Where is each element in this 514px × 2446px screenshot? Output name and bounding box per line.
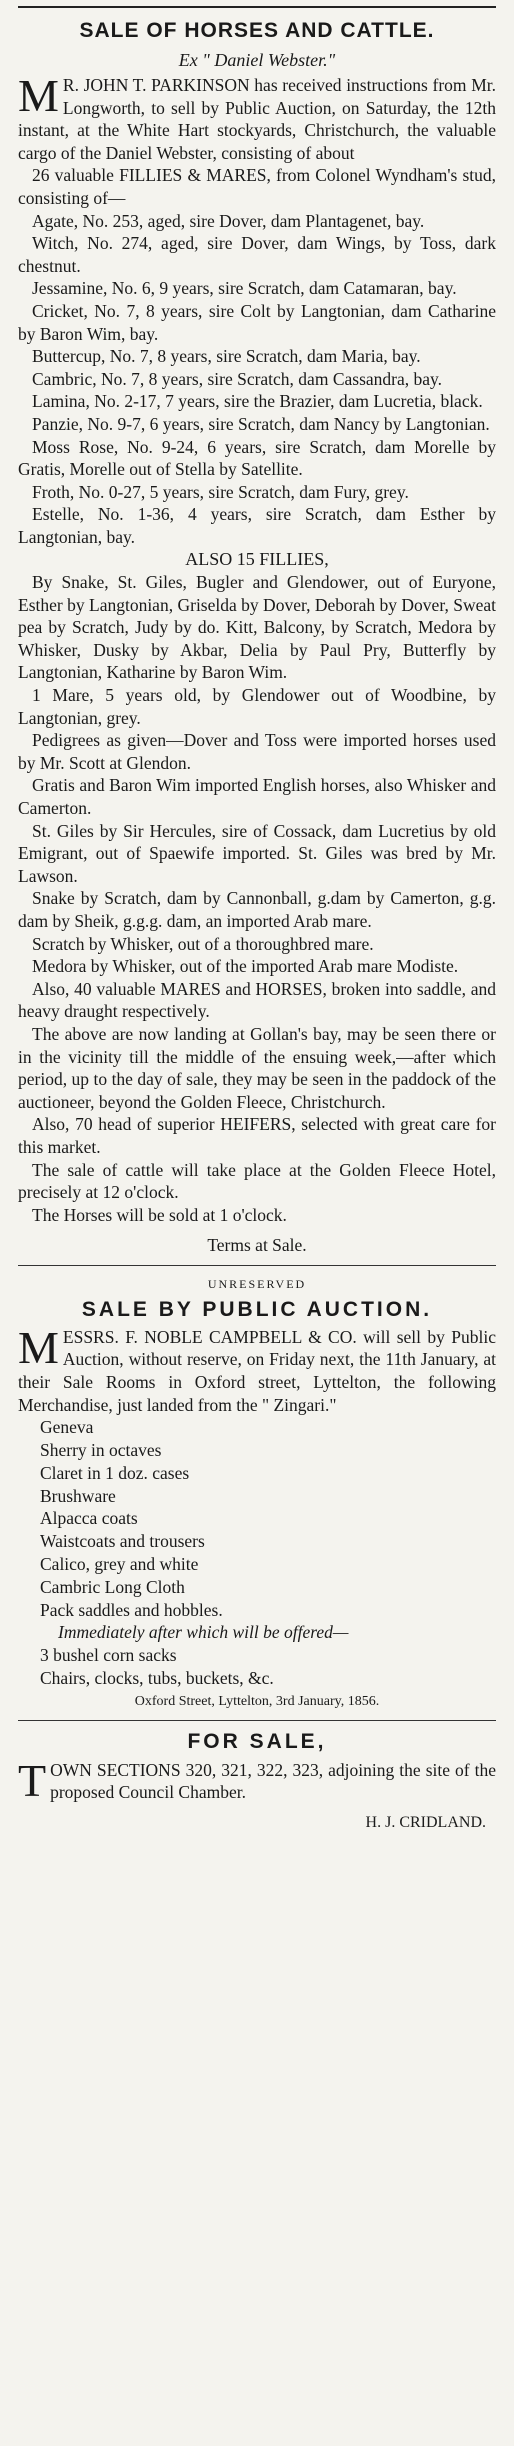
- horse-entry: Estelle, No. 1-36, 4 years, sire Scratch, dam Esther by Langtonian, bay.: [18, 504, 496, 547]
- horse-list: [18, 210, 496, 549]
- divider: [18, 1265, 496, 1266]
- ad2-dropcap: M: [18, 1321, 59, 1373]
- horse-entry: Lamina, No. 2-17, 7 years, sire the Brazier, dam Lucretia, black.: [32, 391, 483, 412]
- ad1-paragraph: The Horses will be sold at 1 o'clock.: [32, 1204, 287, 1225]
- ad1-paragraph: Also, 40 valuable MARES and HORSES, broken into saddle, and heavy draught respectively.: [18, 978, 496, 1022]
- ad2-after-note: Immediately after which will be offered—: [58, 1622, 349, 1643]
- merchandise-item: Chairs, clocks, tubs, buckets, &c.: [40, 1668, 274, 1689]
- merchandise-item: Waistcoats and trousers: [40, 1531, 205, 1552]
- horse-entry: Witch, No. 274, aged, sire Dover, dam Wings, by Toss, dark chestnut.: [18, 233, 496, 276]
- ad1-paragraph: 1 Mare, 5 years old, by Glendower out of Woodbine, by Langtonian, grey.: [18, 685, 496, 728]
- ad1-subtitle: Ex " Daniel Webster.": [178, 50, 336, 70]
- ad1-paragraph: Also, 70 head of superior HEIFERS, selected with great care for this market.: [18, 1114, 496, 1157]
- ad1-fillies-intro: 26 valuable FILLIES & MARES, from Colonel Wyndham's stud, consisting of—: [18, 165, 496, 208]
- ad1-lead-text: R. JOHN T. PARKINSON has received instructions from Mr. Longworth, to sell by Public Auction, on Saturday, the 12th instant, at the White Hart stockyards, Christchurch, the valuable cargo of the Daniel Webster, consisting of about: [18, 75, 496, 163]
- ad1-dropcap: M: [18, 70, 59, 121]
- ad3-signature: H. J. CRIDLAND.: [365, 1814, 486, 1831]
- horse-entry: Agate, No. 253, aged, sire Dover, dam Plantagenet, bay.: [32, 210, 425, 231]
- merchandise-item: Calico, grey and white: [40, 1554, 199, 1575]
- ad2-lead-text: ESSRS. F. NOBLE CAMPBELL & CO. will sell by Public Auction, without reserve, on Friday next, the 11th January, at their Sale Rooms in Oxford street, Lyttelton, the following Merchandise, just landed from the " Zingari.": [18, 1326, 496, 1415]
- ad3-lead-text: OWN SECTIONS 320, 321, 322, 323, adjoining the site of the proposed Council Chamber.: [50, 1759, 496, 1803]
- ad1-paragraph: Gratis and Baron Wim imported English horses, also Whisker and Camerton.: [18, 775, 496, 818]
- merchandise-list: [18, 1416, 496, 1621]
- ad1-title: SALE OF HORSES AND CATTLE.: [79, 19, 435, 42]
- merchandise-item: Alpacca coats: [40, 1508, 138, 1529]
- newspaper-column: [12, 6, 502, 2446]
- ad1-paragraph: St. Giles by Sir Hercules, sire of Cossack, dam Lucretius by old Emigrant, out of Spaewife imported. St. Giles was bred by Mr. Lawson.: [18, 820, 496, 886]
- ad1-paragraph: Scratch by Whisker, out of a thoroughbred mare.: [32, 933, 374, 954]
- ad1-paragraph: Pedigrees as given—Dover and Toss were imported horses used by Mr. Scott at Glendon.: [18, 730, 496, 773]
- ad2-dateline: Oxford Street, Lyttelton, 3rd January, 1856.: [134, 1693, 380, 1709]
- ad1-paragraph: The above are now landing at Gollan's bay, may be seen there or in the vicinity till the middle of the ensuing week,—after which period, up to the day of sale, they may be seen in the paddock of the auctioneer, beyond the Golden Fleece, Christchurch.: [18, 1023, 496, 1112]
- ad2-title: SALE BY PUBLIC AUCTION.: [81, 1297, 433, 1321]
- horse-entry: Moss Rose, No. 9-24, 6 years, sire Scratch, dam Morelle by Gratis, Morelle out of Stella by Satellite.: [18, 436, 496, 480]
- ad3-title: FOR SALE,: [187, 1729, 327, 1753]
- ad1-paragraph: Medora by Whisker, out of the imported Arab mare Modiste.: [32, 956, 459, 977]
- ad2-lead: [18, 1321, 496, 1416]
- ad1-paragraph: The sale of cattle will take place at the Golden Fleece Hotel, precisely at 12 o'clock.: [18, 1159, 496, 1203]
- ad2-label: UNRESERVED: [207, 1276, 307, 1291]
- horse-entry: Panzie, No. 9-7, 6 years, sire Scratch, dam Nancy by Langtonian.: [32, 413, 490, 434]
- ad3-lead: [18, 1754, 496, 1806]
- top-rule: [18, 6, 496, 8]
- merchandise-item: Geneva: [40, 1417, 94, 1438]
- merchandise-item: Brushware: [40, 1485, 116, 1506]
- horse-entry: Jessamine, No. 6, 9 years, sire Scratch, dam Catamaran, bay.: [32, 278, 457, 299]
- merchandise-item: Sherry in octaves: [40, 1440, 162, 1461]
- merchandise-item: 3 bushel corn sacks: [40, 1645, 177, 1666]
- also-fillies-heading: ALSO 15 FILLIES,: [185, 549, 329, 570]
- ad-for-sale: [18, 1725, 496, 1835]
- ad1-terms: Terms at Sale.: [207, 1235, 307, 1256]
- ad-public-auction: [18, 1274, 496, 1712]
- ad-horses-cattle: [18, 14, 496, 1257]
- horse-entry: Cambric, No. 7, 8 years, sire Scratch, dam Cassandra, bay.: [32, 368, 442, 389]
- ad1-paragraph: Snake by Scratch, dam by Cannonball, g.dam by Camerton, g.g. dam by Sheik, g.g.g. dam, an imported Arab mare.: [18, 888, 496, 931]
- merchandise-item: Claret in 1 doz. cases: [40, 1462, 190, 1483]
- horse-entry: Froth, No. 0-27, 5 years, sire Scratch, dam Fury, grey.: [32, 481, 409, 502]
- divider: [18, 1720, 496, 1721]
- horse-entry: Cricket, No. 7, 8 years, sire Colt by Langtonian, dam Catharine by Baron Wim, bay.: [18, 300, 496, 344]
- merchandise-item: Pack saddles and hobbles.: [40, 1599, 223, 1620]
- ad1-paragraph: By Snake, St. Giles, Bugler and Glendower, out of Euryone, Esther by Langtonian, Griselda by Dover, Deborah by Dover, Sweat pea by Scratch, Judy by do. Kitt, Balcony, by Scratch, Medora by Whisker, Dusky by Akbar, Delia by Paul Pry, Butterfly by Langtonian, Katharine by Baron Wim.: [18, 572, 496, 683]
- ad3-dropcap: T: [18, 1754, 47, 1806]
- horse-entry: Buttercup, No. 7, 8 years, sire Scratch, dam Maria, bay.: [32, 346, 421, 367]
- ad1-lead: [18, 70, 496, 164]
- merchandise-item: Cambric Long Cloth: [40, 1576, 185, 1597]
